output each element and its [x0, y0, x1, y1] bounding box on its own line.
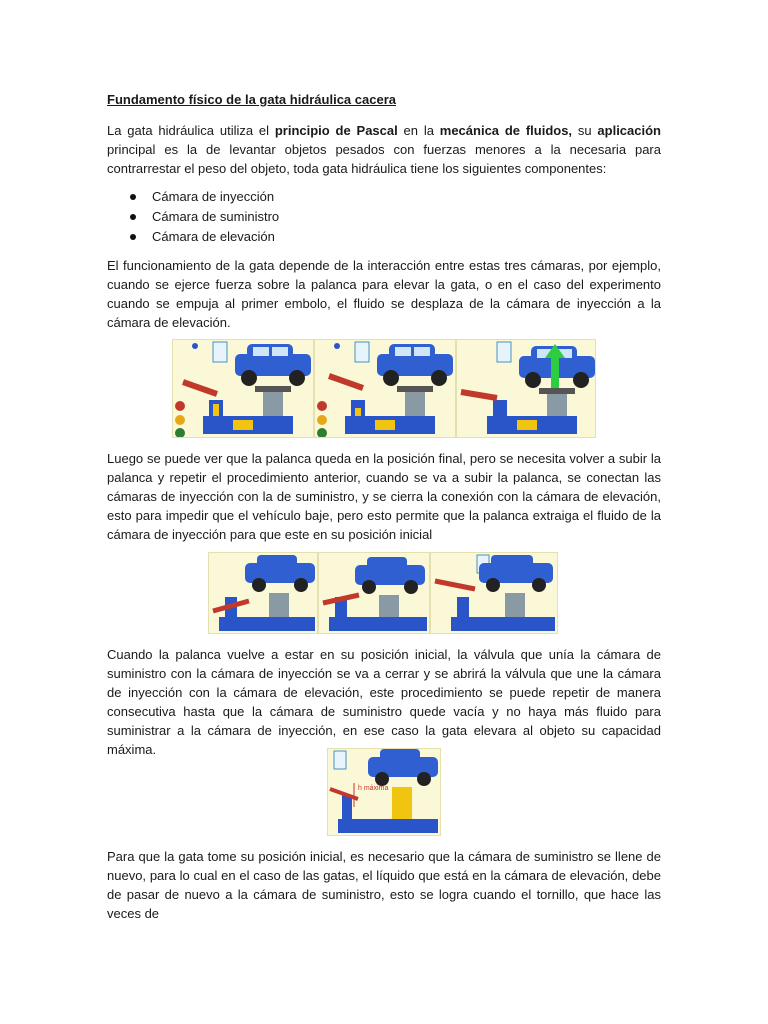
jack-illustration-3 [456, 339, 596, 438]
components-list [107, 187, 279, 247]
paragraph-posicion-inicial: Para que la gata tome su posición inicial, es necesario que la cámara de suministro se llene de nuevo, para lo cual en el caso de las gatas, el líquido que está en la cámara de elevación, debe de pasar de nuevo a la cámara de suministro, esto se logra cuando el tornillo, que hace las veces de [107, 849, 661, 921]
intro-text-1: La gata hidráulica utiliza el [107, 123, 275, 138]
intro-bold-pascal: principio de Pascal [274, 123, 398, 138]
paragraph-valvula: Cuando la palanca vuelve a estar en su posición inicial, la válvula que unía la cámara de suministro con la cámara de inyección se va a cerrar y se abrirá la válvula que une la cámara de inyección con la cámara de elevación, este procedimiento se puede repetir de manera consecutiva hasta que la cámara de suministro quede vacía y no haya más fluido para suministrar a la cámara de inyección, en ese caso la gata elevara al objeto su capacidad máxima. [107, 647, 661, 757]
intro-text-3: su [572, 123, 598, 138]
list-item [107, 227, 279, 247]
paragraph-funcionamiento: El funcionamiento de la gata depende de la interacción entre estas tres cámaras, por ejemplo, cuando se ejerce fuerza sobre la palanca para elevar la gata, o en el caso del experimento cuando se empuja al primer embolo, el fluido se desplaza de la cámara de inyección a la cámara de elevación. [107, 258, 661, 330]
bullet-icon [130, 214, 136, 220]
jack-illustration-1 [172, 339, 314, 438]
max-height-label: h máxima [358, 785, 389, 792]
intro-paragraph [107, 121, 661, 178]
figure-row-2 [208, 552, 558, 634]
intro-text-4: principal es la de levantar objetos pesados con fuerzas menores a la necesaria para contrarrestar el peso del objeto, toda gata hidráulica tiene los siguientes componentes: [107, 142, 661, 176]
list-item [107, 207, 279, 227]
jack-illustration-max [327, 748, 441, 836]
intro-bold-aplicacion: aplicación [597, 123, 661, 138]
jack-illustration-6 [430, 552, 558, 634]
jack-illustration-4 [208, 552, 318, 634]
jack-illustration-2 [314, 339, 456, 438]
section-heading: Fundamento físico de la gata hidráulica cacera [107, 92, 396, 107]
figure-max-height [327, 748, 441, 836]
jack-illustration-5 [318, 552, 430, 634]
paragraph-palanca: Luego se puede ver que la palanca queda en la posición final, pero se necesita volver a subir la palanca y repetir el procedimiento anterior, cuando se va a subir la palanca, se conectan las cámaras de inyección con la de suministro, y se cierra la conexión con la cámara de elevación, esto para impedir que el vehículo baje, pero esto permite que la palanca extraiga el fluido de la cámara de inyección para que este en su posición inicial [107, 451, 661, 542]
list-item-label: Cámara de suministro [152, 209, 280, 224]
list-item-label: Cámara de elevación [152, 229, 275, 244]
list-item [107, 187, 279, 207]
bullet-icon [130, 234, 136, 240]
list-item-label: Cámara de inyección [152, 189, 275, 204]
intro-bold-mecanica: mecánica de fluidos, [439, 123, 573, 138]
bullet-icon [130, 194, 136, 200]
intro-text-2: en la [397, 123, 440, 138]
figure-row-1 [172, 339, 596, 438]
